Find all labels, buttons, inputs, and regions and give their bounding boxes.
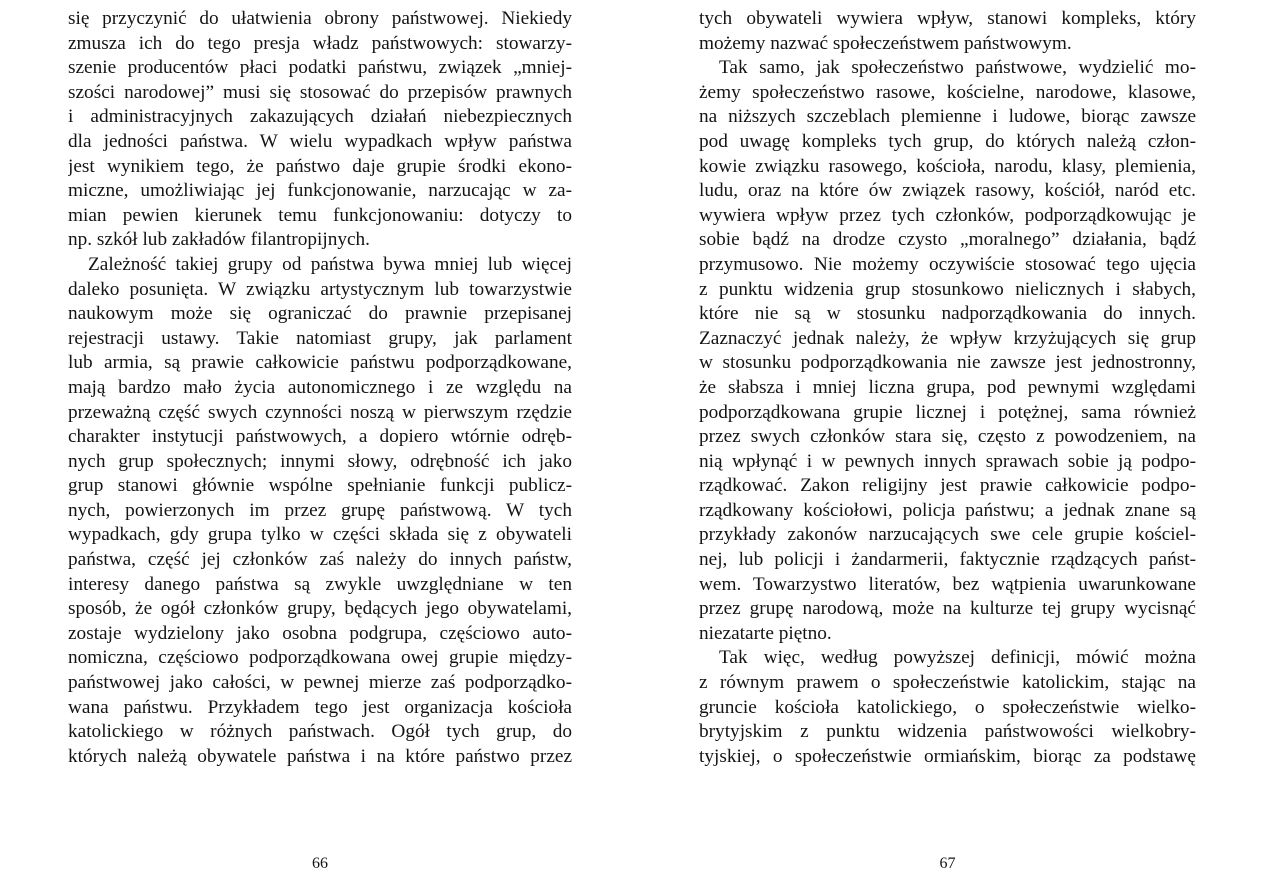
text-line: nych, powierzonych im przez grupę państwową. W tych xyxy=(68,499,572,521)
text-line: zmusza ich do tego presja władz państwowych: stowarzy- xyxy=(68,32,572,54)
text-line: i administracyjnych zakazujących działań niebezpiecznych xyxy=(68,106,572,128)
text-line: nomiczna, częściowo podporządkowana owej grupie między- xyxy=(68,647,572,669)
text-line: niezatarte piętno. xyxy=(699,622,832,644)
text-line: pod uwagę kompleks tych grup, do których należą człon- xyxy=(699,130,1196,152)
text-line: przez swych członków stara się, często z powodzeniem, na xyxy=(699,426,1196,448)
text-line: kowie związku rasowego, kościoła, narodu, klasy, plemienia, xyxy=(699,155,1196,177)
text-line: rządkować. Zakon religijny jest prawie całkowicie podpo- xyxy=(699,475,1196,497)
text-line: grup stanowi głównie wspólne spełnianie funkcji publicz- xyxy=(68,475,572,497)
text-line: szości narodowej” musi się stosować do przepisów prawnych xyxy=(68,81,572,103)
text-line: Zależność takiej grupy od państwa bywa mniej lub więcej xyxy=(88,253,572,275)
right-page-text xyxy=(699,7,1196,769)
text-line: brytyjskim z punktu widzenia państwowości wielkobry- xyxy=(699,721,1196,743)
text-line: ludu, oraz na które ów związek rasowy, kościół, naród etc. xyxy=(699,180,1196,202)
text-line: przykłady zakonów narzucających swe cele grupie kościel- xyxy=(699,524,1196,546)
text-line: możemy nazwać społeczeństwem państwowym. xyxy=(699,32,1072,54)
text-line: Tak samo, jak społeczeństwo państwowe, wydzielić mo- xyxy=(719,57,1196,79)
text-line: wana państwu. Przykładem tego jest organizacja kościoła xyxy=(68,696,572,718)
text-line: jest wynikiem tego, że państwo daje grupie środki ekono- xyxy=(68,155,572,177)
text-line: nych grup społecznych; innymi słowy, odrębność ich jako xyxy=(68,450,572,472)
text-line: Tak więc, według powyższej definicji, mówić można xyxy=(719,647,1196,669)
text-line: rządkowany kościołowi, policja państwu; a jednak znane są xyxy=(699,499,1196,521)
text-line: zostaje wydzielony jako osobna podgrupa, częściowo auto- xyxy=(68,622,572,644)
text-line: przeważną część swych czynności noszą w pierwszym rzędzie xyxy=(68,401,572,423)
text-line: państwowej jako całości, w pewnej mierze zaś podporządko- xyxy=(68,672,572,694)
text-line: przez grupę narodową, może na kulturze tej grupy wycisnąć xyxy=(699,598,1196,620)
text-line: wem. Towarzystwo literatów, bez wątpienia uwarunkowane xyxy=(699,573,1196,595)
text-line: sobie bądź na drodze czysto „moralnego” działania, bądź xyxy=(699,229,1196,251)
text-line: lub armia, są prawie całkowicie państwu podporządkowane, xyxy=(68,352,572,374)
text-line: mają bardzo mało życia autonomicznego i ze względu na xyxy=(68,376,572,398)
text-line: rejestracji ustawy. Takie natomiast grupy, jak parlament xyxy=(68,327,572,349)
text-line: na niższych szczeblach plemienne i ludowe, biorąc zawsze xyxy=(699,106,1196,128)
text-line: nej, lub policji i żandarmerii, faktycznie rządzących państ- xyxy=(699,549,1196,571)
text-line: się przyczynić do ułatwienia obrony państwowej. Niekiedy xyxy=(68,8,572,29)
text-line: Zaznaczyć jednak należy, że wpływ krzyżujących się grup xyxy=(699,327,1196,349)
page-number: 66 xyxy=(312,855,328,872)
text-line: żemy społeczeństwo rasowe, kościelne, narodowe, klasowe, xyxy=(699,81,1196,103)
text-line: dla jedności państwa. W wielu wypadkach wpływ państwa xyxy=(68,130,572,152)
text-line: np. szkół lub zakładów filantropijnych. xyxy=(68,229,371,251)
text-line: gruncie kościoła katolickiego, o społeczeństwie wielko- xyxy=(699,696,1196,718)
text-line: że słabsza i mniej liczna grupa, pod pewnymi względami xyxy=(699,376,1196,398)
text-line: wywiera wpływ przez tych członków, podporządkowując je xyxy=(699,204,1196,226)
page-number: 67 xyxy=(939,855,956,872)
text-line: z równym prawem o społeczeństwie katolickim, stając na xyxy=(699,672,1196,694)
text-line: miczne, umożliwiając jej funkcjonowanie, narzucając w za- xyxy=(68,180,572,202)
text-line: katolickiego w różnych państwach. Ogół tych grup, do xyxy=(68,721,572,743)
text-line: mian pewien kierunek temu funkcjonowaniu: dotyczy to xyxy=(68,204,572,226)
text-line: w stosunku podporządkowania nie zawsze jest jednostronny, xyxy=(699,352,1196,374)
text-line: interesy danego państwa są zwykle uwzględniane w ten xyxy=(68,573,572,595)
text-line: państwa, część jej członków zaś należy do innych państw, xyxy=(68,549,572,571)
text-line: naukowym może się ograniczać do prawnie przepisanej xyxy=(68,303,572,325)
text-line: sposób, że ogół członków grupy, będących jego obywatelami, xyxy=(68,598,572,620)
left-page-text xyxy=(68,7,572,769)
text-line: tych obywateli wywiera wpływ, stanowi kompleks, który xyxy=(699,8,1196,29)
text-line: szenie producentów płaci podatki państwu, związek „mniej- xyxy=(68,57,572,79)
text-line: przymusowo. Nie możemy oczywiście stosować tego ujęcia xyxy=(699,253,1196,275)
text-line: z punktu widzenia grup stosunkowo nielicznych i słabych, xyxy=(699,278,1196,300)
text-line: które nie są w stosunku nadporządkowania do innych. xyxy=(699,303,1196,325)
text-line: nią wpłynąć i w pewnych innych sprawach sobie ją podpo- xyxy=(699,450,1196,472)
text-line: podporządkowana grupie licznej i potężnej, sama również xyxy=(699,401,1196,423)
text-line: daleko posunięta. W związku artystycznym lub towarzystwie xyxy=(68,278,572,300)
text-line: których należą obywatele państwa i na które państwo przez xyxy=(68,745,572,767)
text-line: charakter instytucji państwowych, a dopiero wtórnie odręb- xyxy=(68,426,572,448)
text-line: tyjskiej, o społeczeństwie ormiańskim, biorąc za podstawę xyxy=(699,745,1196,767)
text-line: wypadkach, gdy grupa tylko w części składa się z obywateli xyxy=(68,524,572,546)
